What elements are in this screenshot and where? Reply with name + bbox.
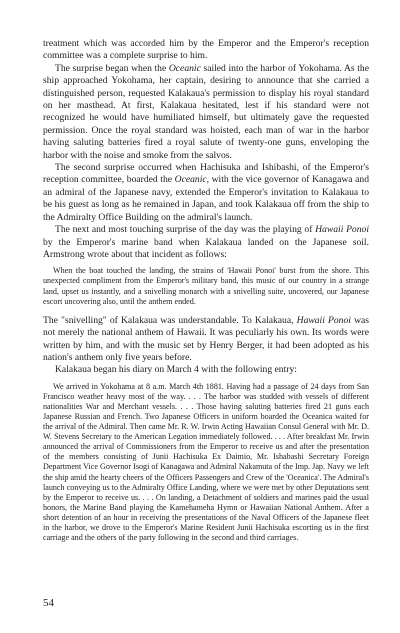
block-quote-diary <box>43 382 369 544</box>
text-run: The second surprise occurred when Hachisuka and Ishibashi, of the Emperor's reception committee, boarded the <box>43 162 369 186</box>
book-page <box>43 38 369 548</box>
text-run: The surprise began when the <box>55 62 169 74</box>
page-number: 54 <box>43 597 54 609</box>
italic-title: Hawaii Ponoi <box>296 314 351 326</box>
block-quote-armstrong <box>43 266 369 306</box>
body-section-1 <box>43 38 369 261</box>
paragraph-6 <box>43 364 369 376</box>
quote-text: When the boat touched the landing, the strains of 'Hawaii Ponoi' burst from the shore. This unexpected compliment from the Emperor's military band, this music of our country in a strange land, upset us instantly, and a snivelling monarch with a snivelling suite, uncovered, our Japanese escort uncovering also, until the anthem ended. <box>43 266 369 306</box>
paragraph-2 <box>43 63 369 162</box>
paragraph-3 <box>43 162 369 224</box>
body-section-2 <box>43 315 369 377</box>
text-run: The "snivelling" of Kalakaua was understandable. To Kalakaua, <box>43 314 297 326</box>
text-run: was not merely the national anthem of Hawaii. It was peculiarly his own. Its words were written by him, and with the music set by Henry Berger, it had been adopted as his nation's anthem only five years before. <box>43 314 369 363</box>
paragraph-4 <box>43 224 369 261</box>
italic-title: Oceanic <box>168 62 201 74</box>
italic-title: Oceanic <box>174 174 207 186</box>
italic-title: Hawaii Ponoi <box>315 224 369 236</box>
text-run: Kalakaua began his diary on March 4 with the following entry: <box>55 364 297 376</box>
paragraph-1 <box>43 38 369 63</box>
paragraph-5 <box>43 315 369 365</box>
text-run: The next and most touching surprise of the day was the playing of <box>55 224 316 236</box>
text-run: , with the vice governor of Kanagawa and an admiral of the Japanese navy, extended the Emperor's invitation to Kalakaua to be his guest as long as he remained in Japan, and took Kalakaua off from the ship to the Admiralty Office Building on the admiral's launch. <box>43 174 370 223</box>
text-run: by the Emperor's marine band when Kalakaua landed on the Japanese soil. Armstrong wrote about that incident as follows: <box>43 236 369 260</box>
text-run: treatment which was accorded him by the Emperor and the Emperor's reception committee was a complete surprise to him. <box>43 38 369 62</box>
text-run: sailed into the harbor of Yokohama. As the ship approached Yokohama, her captain, desiring to announce that she carried a distinguished person, requested Kalakaua's permission to display his royal standard on her masthead. At first, Kalakaua hesitated, lest if his standard were not recognized he would have humiliated himself, but ultimately gave the requested permission. Once the royal standard was hoisted, each man of war in the harbor having saluting batteries fired a royal salute of twenty-one guns, enveloping the harbor with the noise and smoke from the salvos. <box>43 62 369 161</box>
diary-text: We arrived in Yokohama at 8 a.m. March 4th 1881. Having had a passage of 24 days from San Francisco weather heavy most of the way. . . . The harbor was studded with vessels of different nationalities War and Merchant vessels. . . . Those having saluting batteries fired 21 guns each Japanese Russian and French. Two Japanese Officers in uniform boarded the Oceanica waited for the arrival of the Admiral. Then came Mr. R. W. Irwin Acting Hawaiian Consul General with Mr. D. W. Stevens Secretary to the American Legation immediately followed. . . . After breakfast Mr. Irwin announced the arrival of Commissioners from the Emperor to receive us and after the presentation of the members consisting of Junii Hachisuka Ex Daimio, Mr. Ishabashi Secretary Foreign Department Vice Governor Isogi of Kanagawa and Admiral Nakamuta of the Imp. Jap. Navy we left the ship amid the hearty cheers of the Officers Passengers and Crew of the 'Oceanica'. The Admiral's launch conveying us to the Admiralty Office Landing, where we were met by other Deputations sent by the Emperor to receive us. . . . On landing, a Detachment of soldiers and marines paid the usual honors, the Marine Band playing the Kamehameha Hymn or Hawaiian National Anthem. After a short detention of an hour in receiving the presentations of the Naval Officers of the Japanese fleet in the harbor, we drove to the Emperor's Marine Resident Junii Hachisuka escorting us in the first carriage and the others of the party following in the second and third carriages. <box>43 381 369 543</box>
